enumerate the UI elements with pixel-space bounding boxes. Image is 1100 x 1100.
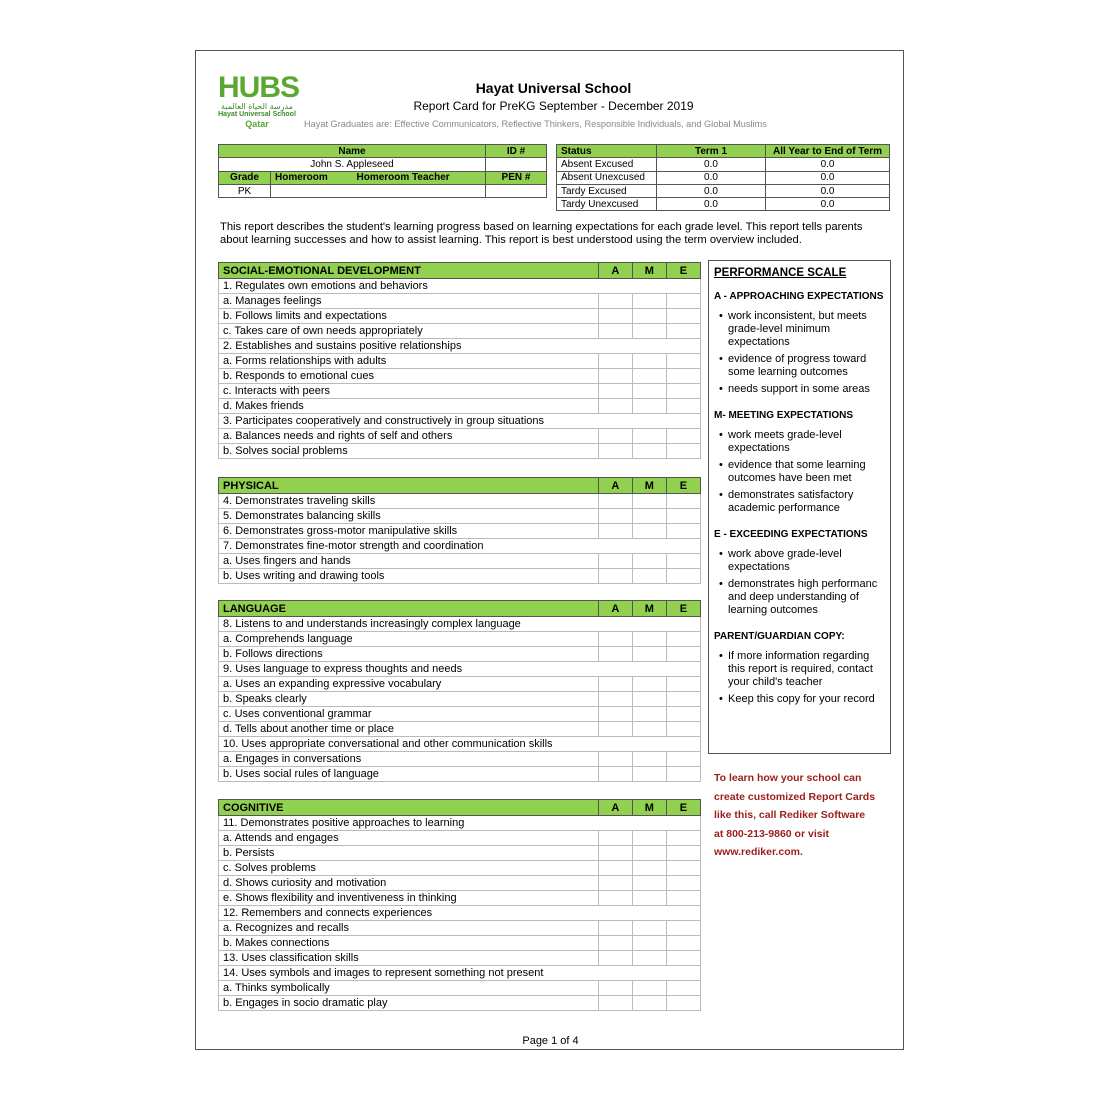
grade-cell-a (598, 921, 632, 936)
grade-cell-m (632, 354, 666, 369)
report-card-page (195, 50, 904, 1050)
grade-cell-e (666, 399, 700, 414)
grade-cell-a (598, 936, 632, 951)
promo-text (714, 769, 894, 862)
performance-scale-box (708, 260, 891, 754)
grade-cell-m (632, 707, 666, 722)
grade-cell-e (666, 509, 700, 524)
scale-bullet-text: evidence of progress toward some learning outcomes (728, 353, 867, 378)
grade-cell-m (632, 677, 666, 692)
grade-cell-e (666, 891, 700, 906)
bullet-icon: • (719, 383, 723, 395)
student-grade: PK (219, 184, 271, 197)
skill-label: d. Tells about another time or place (219, 722, 599, 737)
skill-label: 1. Regulates own emotions and behaviors (219, 279, 701, 294)
grade-col-header: A (598, 478, 632, 494)
copy-bullet (714, 693, 885, 706)
promo-line: www.rediker.com. (714, 846, 803, 858)
bullet-icon: • (719, 353, 723, 365)
skill-row (219, 294, 701, 309)
section-language (218, 600, 701, 782)
skill-label: a. Comprehends language (219, 632, 599, 647)
skill-label: a. Uses an expanding expressive vocabulary (219, 677, 599, 692)
grade-cell-e (666, 752, 700, 767)
report-description: This report describes the student's learning progress based on learning expectations for each grade level. This report tells parents about learning successes and how to assist learning. This report is best understood using the term overview included. (220, 221, 863, 246)
school-name: Hayat Universal School (475, 80, 632, 96)
grade-cell-m (632, 569, 666, 584)
attendance-term1: 0.0 (656, 184, 765, 197)
grade-cell-a (598, 876, 632, 891)
section-title: COGNITIVE (219, 800, 599, 816)
grade-cell-m (632, 936, 666, 951)
scale-bullet (714, 489, 885, 515)
skill-label: c. Solves problems (219, 861, 599, 876)
grade-cell-a (598, 324, 632, 339)
student-name: John S. Appleseed (219, 158, 486, 171)
performance-scale-title: PERFORMANCE SCALE (714, 267, 847, 279)
skill-label: a. Recognizes and recalls (219, 921, 599, 936)
skill-row (219, 324, 701, 339)
grade-cell-e (666, 354, 700, 369)
section-cognitive (218, 799, 701, 1011)
logo-arabic-text: مدرسة الحياة العالمية (220, 102, 293, 111)
grade-cell-m (632, 429, 666, 444)
attendance-status: Tardy Excused (557, 184, 657, 197)
skill-row (219, 861, 701, 876)
grade-cell-a (598, 354, 632, 369)
skill-label: 8. Listens to and understands increasingly complex language (219, 617, 701, 632)
grade-cell-e (666, 692, 700, 707)
copy-bullet-text: If more information regarding this report is required, contact your child's teacher (728, 650, 873, 688)
grade-cell-e (666, 494, 700, 509)
scale-bullet (714, 429, 885, 455)
grade-cell-m (632, 951, 666, 966)
copy-bullet-text: Keep this copy for your record (728, 693, 875, 705)
parent-copy-heading: PARENT/GUARDIAN COPY: (714, 631, 845, 642)
page-number: Page 1 of 4 (522, 1035, 579, 1047)
grade-cell-a (598, 384, 632, 399)
grade-cell-a (598, 722, 632, 737)
scale-bullet-text: work meets grade-level expectations (728, 429, 842, 454)
status-header: Status (557, 145, 657, 158)
skill-row (219, 617, 701, 632)
grade-header: Grade (219, 171, 271, 184)
grade-cell-m (632, 369, 666, 384)
skill-row (219, 399, 701, 414)
skill-row (219, 354, 701, 369)
section-physical (218, 477, 701, 584)
grade-cell-e (666, 309, 700, 324)
skill-label: b. Responds to emotional cues (219, 369, 599, 384)
grade-cell-m (632, 722, 666, 737)
scale-bullet (714, 578, 885, 617)
pen-header: PEN # (486, 171, 547, 184)
term1-header: Term 1 (656, 145, 765, 158)
grade-cell-m (632, 921, 666, 936)
skill-row (219, 569, 701, 584)
grade-cell-a (598, 444, 632, 459)
skill-row (219, 722, 701, 737)
skill-label: 12. Remembers and connects experiences (219, 906, 701, 921)
grade-col-header: E (666, 800, 700, 816)
attendance-status: Tardy Unexcused (557, 198, 657, 211)
skill-row (219, 951, 701, 966)
scale-heading: A - APPROACHING EXPECTATIONS (714, 291, 884, 302)
skill-row (219, 831, 701, 846)
skill-row (219, 662, 701, 677)
logo-country-text: Qatar (245, 119, 269, 129)
skill-label: 7. Demonstrates fine-motor strength and coordination (219, 539, 701, 554)
skill-label: b. Persists (219, 846, 599, 861)
grade-cell-e (666, 767, 700, 782)
grade-cell-a (598, 891, 632, 906)
scale-bullet (714, 310, 885, 349)
attendance-status: Absent Unexcused (557, 171, 657, 184)
section-title: SOCIAL-EMOTIONAL DEVELOPMENT (219, 263, 599, 279)
grade-cell-m (632, 846, 666, 861)
skill-row (219, 737, 701, 752)
grade-cell-m (632, 981, 666, 996)
skill-label: e. Shows flexibility and inventiveness in thinking (219, 891, 599, 906)
attendance-year: 0.0 (766, 171, 890, 184)
skill-label: b. Solves social problems (219, 444, 599, 459)
grade-cell-e (666, 554, 700, 569)
scale-bullet-text: evidence that some learning outcomes have been met (728, 459, 866, 484)
grade-cell-e (666, 294, 700, 309)
grade-cell-e (666, 369, 700, 384)
year-header: All Year to End of Term (766, 145, 890, 158)
grade-cell-a (598, 494, 632, 509)
grade-cell-a (598, 569, 632, 584)
skill-row (219, 339, 701, 354)
skill-row (219, 539, 701, 554)
bullet-icon: • (719, 578, 723, 590)
skill-label: b. Follows limits and expectations (219, 309, 599, 324)
skill-label: a. Engages in conversations (219, 752, 599, 767)
grade-cell-e (666, 996, 700, 1011)
grade-cell-m (632, 384, 666, 399)
skill-row (219, 384, 701, 399)
skill-label: b. Follows directions (219, 647, 599, 662)
skill-label: 13. Uses classification skills (219, 951, 599, 966)
skill-row (219, 369, 701, 384)
attendance-year: 0.0 (766, 158, 890, 171)
skill-row (219, 632, 701, 647)
grade-cell-e (666, 324, 700, 339)
skill-label: b. Engages in socio dramatic play (219, 996, 599, 1011)
grade-cell-e (666, 951, 700, 966)
promo-line: at 800-213-9860 or visit (714, 827, 829, 840)
skill-row (219, 647, 701, 662)
scale-bullet (714, 459, 885, 485)
student-pen (486, 184, 547, 197)
skill-label: a. Uses fingers and hands (219, 554, 599, 569)
skill-label: 14. Uses symbols and images to represent something not present (219, 966, 701, 981)
scale-bullet-text: demonstrates high performanc and deep understanding of learning outcomes (728, 578, 878, 616)
grade-cell-e (666, 936, 700, 951)
grade-cell-e (666, 722, 700, 737)
skill-label: 2. Establishes and sustains positive relationships (219, 339, 701, 354)
grade-col-header: M (632, 800, 666, 816)
skill-row (219, 554, 701, 569)
grade-cell-e (666, 921, 700, 936)
skill-label: 6. Demonstrates gross-motor manipulative skills (219, 524, 599, 539)
skill-row (219, 677, 701, 692)
grade-cell-m (632, 632, 666, 647)
grade-cell-e (666, 831, 700, 846)
skill-row (219, 891, 701, 906)
grade-cell-a (598, 509, 632, 524)
scale-bullet-text: work above grade-level expectations (728, 548, 842, 573)
grade-cell-m (632, 494, 666, 509)
grade-cell-e (666, 524, 700, 539)
logo-text: HUBS (218, 71, 300, 104)
grade-cell-m (632, 294, 666, 309)
section-title: PHYSICAL (219, 478, 599, 494)
skill-label: 3. Participates cooperatively and constructively in group situations (219, 414, 701, 429)
grade-cell-a (598, 861, 632, 876)
skill-label: c. Takes care of own needs appropriately (219, 324, 599, 339)
grade-cell-m (632, 767, 666, 782)
grade-cell-a (598, 554, 632, 569)
skill-row (219, 921, 701, 936)
bullet-icon: • (719, 459, 723, 471)
grade-cell-m (632, 831, 666, 846)
grade-col-header: M (632, 263, 666, 279)
id-header: ID # (486, 145, 547, 158)
skill-label: 10. Uses appropriate conversational and other communication skills (219, 737, 701, 752)
skill-row (219, 846, 701, 861)
scale-heading: E - EXCEEDING EXPECTATIONS (714, 529, 868, 540)
name-header: Name (219, 145, 486, 158)
attendance-status: Absent Excused (557, 158, 657, 171)
grade-cell-a (598, 677, 632, 692)
scale-bullet (714, 548, 885, 574)
skill-row (219, 692, 701, 707)
copy-bullet (714, 650, 885, 689)
grade-cell-e (666, 707, 700, 722)
skill-row (219, 966, 701, 981)
skill-label: d. Makes friends (219, 399, 599, 414)
logo-english-text: Hayat Universal School (218, 111, 296, 118)
skill-row (219, 752, 701, 767)
grade-col-header: E (666, 478, 700, 494)
school-logo (218, 71, 300, 134)
skill-label: a. Attends and engages (219, 831, 599, 846)
grade-cell-a (598, 294, 632, 309)
scale-bullet-text: needs support in some areas (728, 383, 870, 395)
skill-label: b. Uses social rules of language (219, 767, 599, 782)
grade-cell-a (598, 399, 632, 414)
grade-cell-a (598, 707, 632, 722)
grade-cell-m (632, 309, 666, 324)
school-motto: Hayat Graduates are: Effective Communicators, Reflective Thinkers, Responsible Individuals, and Global Muslims (304, 119, 767, 129)
grade-col-header: M (632, 478, 666, 494)
grade-cell-a (598, 767, 632, 782)
homeroom-header: Homeroom (271, 171, 353, 184)
grade-cell-a (598, 951, 632, 966)
promo-line: like this, call Rediker Software (714, 809, 866, 821)
bullet-icon: • (719, 693, 723, 705)
grade-cell-m (632, 861, 666, 876)
grade-cell-a (598, 996, 632, 1011)
grade-col-header: E (666, 263, 700, 279)
grade-cell-a (598, 429, 632, 444)
skill-label: a. Manages feelings (219, 294, 599, 309)
grade-cell-e (666, 569, 700, 584)
scale-bullet-text: demonstrates satisfactory academic performance (728, 489, 854, 514)
skill-label: d. Shows curiosity and motivation (219, 876, 599, 891)
grade-cell-m (632, 876, 666, 891)
grade-cell-e (666, 444, 700, 459)
skill-label: b. Speaks clearly (219, 692, 599, 707)
grade-cell-m (632, 399, 666, 414)
skill-label: c. Interacts with peers (219, 384, 599, 399)
bullet-icon: • (719, 310, 723, 322)
grade-cell-m (632, 752, 666, 767)
grade-col-header: E (666, 601, 700, 617)
skill-row (219, 707, 701, 722)
grade-cell-a (598, 752, 632, 767)
grade-cell-m (632, 324, 666, 339)
grade-cell-a (598, 831, 632, 846)
grade-cell-e (666, 876, 700, 891)
bullet-icon: • (719, 429, 723, 441)
attendance-term1: 0.0 (656, 198, 765, 211)
attendance-year: 0.0 (766, 184, 890, 197)
skill-label: c. Uses conventional grammar (219, 707, 599, 722)
skill-row (219, 936, 701, 951)
attendance-table (556, 144, 890, 211)
grade-cell-m (632, 444, 666, 459)
grade-cell-a (598, 309, 632, 324)
grade-cell-e (666, 429, 700, 444)
grade-col-header: A (598, 263, 632, 279)
grade-cell-m (632, 647, 666, 662)
grade-cell-e (666, 677, 700, 692)
skill-label: 5. Demonstrates balancing skills (219, 509, 599, 524)
skill-label: b. Uses writing and drawing tools (219, 569, 599, 584)
skill-row (219, 509, 701, 524)
scale-heading: M- MEETING EXPECTATIONS (714, 410, 854, 421)
grade-cell-m (632, 524, 666, 539)
skill-row (219, 767, 701, 782)
report-title: Report Card for PreKG September - December 2019 (413, 99, 694, 113)
grade-cell-a (598, 524, 632, 539)
section-social-emotional (218, 262, 701, 459)
skill-label: a. Balances needs and rights of self and others (219, 429, 599, 444)
skill-row (219, 494, 701, 509)
skill-row (219, 906, 701, 921)
skill-row (219, 309, 701, 324)
student-info-table (218, 144, 547, 198)
grade-cell-m (632, 996, 666, 1011)
grade-cell-a (598, 369, 632, 384)
bullet-icon: • (719, 489, 723, 501)
grade-cell-m (632, 891, 666, 906)
teacher-header: Homeroom Teacher (353, 171, 486, 184)
bullet-icon: • (719, 548, 723, 560)
grade-cell-e (666, 632, 700, 647)
grade-col-header: A (598, 601, 632, 617)
skill-row (219, 876, 701, 891)
grade-cell-a (598, 981, 632, 996)
skill-label: 11. Demonstrates positive approaches to learning (219, 816, 701, 831)
skill-row (219, 816, 701, 831)
skill-row (219, 279, 701, 294)
skill-label: b. Makes connections (219, 936, 599, 951)
promo-line: To learn how your school can (714, 772, 862, 784)
promo-line: create customized Report Cards (714, 790, 876, 803)
grade-cell-e (666, 861, 700, 876)
scale-bullet-text: work inconsistent, but meets grade-level minimum expectations (728, 310, 867, 348)
skill-row (219, 429, 701, 444)
grade-cell-a (598, 692, 632, 707)
student-id (486, 158, 547, 171)
grade-cell-a (598, 647, 632, 662)
grade-cell-m (632, 509, 666, 524)
section-title: LANGUAGE (219, 601, 599, 617)
skill-row (219, 981, 701, 996)
grade-col-header: M (632, 601, 666, 617)
skill-row (219, 414, 701, 429)
attendance-term1: 0.0 (656, 158, 765, 171)
skill-label: a. Forms relationships with adults (219, 354, 599, 369)
attendance-year: 0.0 (766, 198, 890, 211)
skill-label: a. Thinks symbolically (219, 981, 599, 996)
skill-row (219, 524, 701, 539)
skill-label: 4. Demonstrates traveling skills (219, 494, 599, 509)
scale-bullet (714, 383, 885, 396)
skill-row (219, 444, 701, 459)
grade-cell-m (632, 554, 666, 569)
grade-cell-m (632, 692, 666, 707)
skill-label: 9. Uses language to express thoughts and needs (219, 662, 701, 677)
bullet-icon: • (719, 650, 723, 662)
grade-cell-a (598, 846, 632, 861)
grade-cell-a (598, 632, 632, 647)
attendance-term1: 0.0 (656, 171, 765, 184)
student-homeroom (271, 184, 486, 197)
scale-bullet (714, 353, 885, 379)
grade-cell-e (666, 647, 700, 662)
grade-col-header: A (598, 800, 632, 816)
skill-row (219, 996, 701, 1011)
grade-cell-e (666, 981, 700, 996)
grade-cell-e (666, 384, 700, 399)
grade-cell-e (666, 846, 700, 861)
